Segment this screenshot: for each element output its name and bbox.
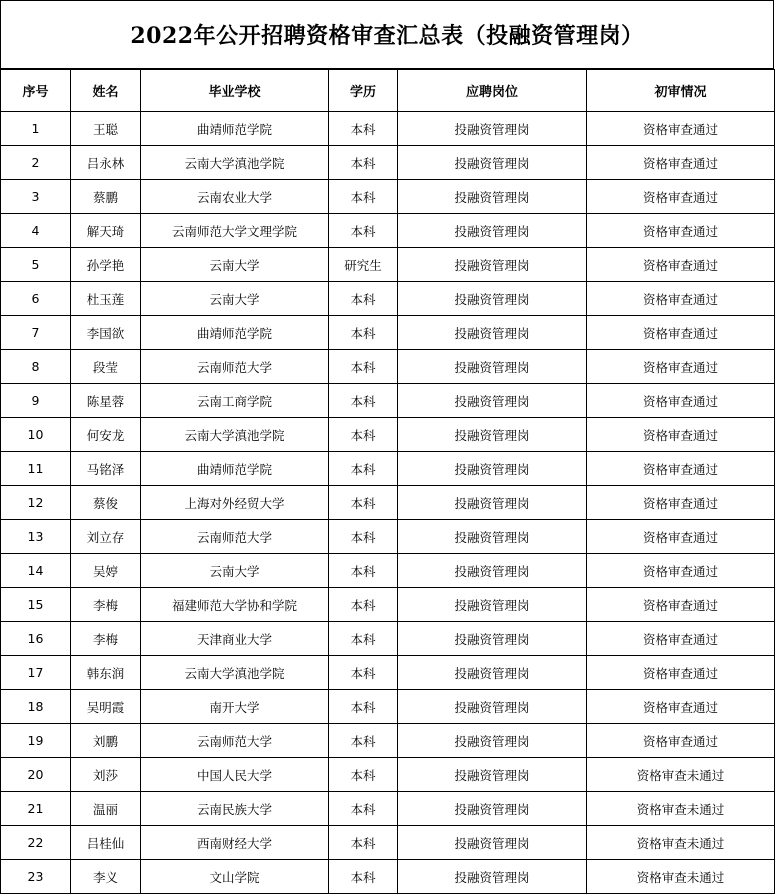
cell-school: 云南师范大学 <box>141 520 329 554</box>
cell-no: 2 <box>1 146 71 180</box>
cell-no: 12 <box>1 486 71 520</box>
cell-degree: 本科 <box>329 792 398 826</box>
cell-degree: 本科 <box>329 656 398 690</box>
header-position: 应聘岗位 <box>398 70 587 112</box>
header-school: 毕业学校 <box>141 70 329 112</box>
cell-no: 7 <box>1 316 71 350</box>
cell-name: 李梅 <box>71 622 141 656</box>
cell-degree: 本科 <box>329 588 398 622</box>
cell-name: 刘立存 <box>71 520 141 554</box>
cell-degree: 本科 <box>329 860 398 894</box>
cell-degree: 本科 <box>329 690 398 724</box>
cell-degree: 本科 <box>329 724 398 758</box>
cell-no: 19 <box>1 724 71 758</box>
cell-position: 投融资管理岗 <box>398 656 587 690</box>
cell-result: 资格审查通过 <box>587 486 775 520</box>
table-body <box>1 112 775 894</box>
cell-school: 云南大学滇池学院 <box>141 146 329 180</box>
table-row <box>1 520 775 554</box>
cell-name: 解天琦 <box>71 214 141 248</box>
table-row <box>1 418 775 452</box>
cell-name: 段莹 <box>71 350 141 384</box>
cell-name: 王聪 <box>71 112 141 146</box>
cell-result: 资格审查通过 <box>587 520 775 554</box>
cell-degree: 研究生 <box>329 248 398 282</box>
cell-school: 云南大学 <box>141 282 329 316</box>
cell-result: 资格审查未通过 <box>587 860 775 894</box>
cell-degree: 本科 <box>329 180 398 214</box>
cell-position: 投融资管理岗 <box>398 452 587 486</box>
cell-position: 投融资管理岗 <box>398 690 587 724</box>
cell-school: 云南大学滇池学院 <box>141 418 329 452</box>
cell-school: 曲靖师范学院 <box>141 452 329 486</box>
cell-name: 蔡俊 <box>71 486 141 520</box>
cell-name: 马铭泽 <box>71 452 141 486</box>
header-name: 姓名 <box>71 70 141 112</box>
table-row <box>1 350 775 384</box>
cell-no: 5 <box>1 248 71 282</box>
cell-name: 杜玉莲 <box>71 282 141 316</box>
cell-school: 云南师范大学 <box>141 724 329 758</box>
cell-no: 9 <box>1 384 71 418</box>
cell-position: 投融资管理岗 <box>398 350 587 384</box>
cell-name: 李义 <box>71 860 141 894</box>
cell-name: 孙学艳 <box>71 248 141 282</box>
header-degree: 学历 <box>329 70 398 112</box>
cell-degree: 本科 <box>329 418 398 452</box>
cell-school: 云南大学 <box>141 554 329 588</box>
cell-position: 投融资管理岗 <box>398 112 587 146</box>
cell-result: 资格审查通过 <box>587 452 775 486</box>
cell-degree: 本科 <box>329 826 398 860</box>
cell-no: 6 <box>1 282 71 316</box>
cell-position: 投融资管理岗 <box>398 792 587 826</box>
cell-degree: 本科 <box>329 520 398 554</box>
cell-result: 资格审查未通过 <box>587 758 775 792</box>
cell-school: 云南大学 <box>141 248 329 282</box>
cell-school: 文山学院 <box>141 860 329 894</box>
cell-result: 资格审查通过 <box>587 690 775 724</box>
cell-degree: 本科 <box>329 282 398 316</box>
cell-name: 陈星蓉 <box>71 384 141 418</box>
table-row <box>1 316 775 350</box>
table-row <box>1 248 775 282</box>
cell-position: 投融资管理岗 <box>398 588 587 622</box>
table-title: 2022年公开招聘资格审查汇总表（投融资管理岗） <box>0 0 774 69</box>
cell-school: 上海对外经贸大学 <box>141 486 329 520</box>
cell-result: 资格审查未通过 <box>587 792 775 826</box>
cell-degree: 本科 <box>329 758 398 792</box>
cell-degree: 本科 <box>329 350 398 384</box>
cell-result: 资格审查通过 <box>587 350 775 384</box>
cell-result: 资格审查通过 <box>587 554 775 588</box>
cell-degree: 本科 <box>329 112 398 146</box>
cell-degree: 本科 <box>329 146 398 180</box>
cell-no: 8 <box>1 350 71 384</box>
table-row <box>1 146 775 180</box>
cell-degree: 本科 <box>329 214 398 248</box>
cell-result: 资格审查通过 <box>587 316 775 350</box>
cell-position: 投融资管理岗 <box>398 180 587 214</box>
table-row <box>1 384 775 418</box>
cell-result: 资格审查通过 <box>587 146 775 180</box>
cell-result: 资格审查通过 <box>587 112 775 146</box>
cell-position: 投融资管理岗 <box>398 554 587 588</box>
cell-result: 资格审查通过 <box>587 656 775 690</box>
header-result: 初审情况 <box>587 70 775 112</box>
cell-degree: 本科 <box>329 554 398 588</box>
table-row <box>1 452 775 486</box>
cell-no: 10 <box>1 418 71 452</box>
cell-position: 投融资管理岗 <box>398 282 587 316</box>
cell-no: 21 <box>1 792 71 826</box>
cell-school: 南开大学 <box>141 690 329 724</box>
table-row <box>1 486 775 520</box>
cell-name: 刘鹏 <box>71 724 141 758</box>
cell-school: 云南民族大学 <box>141 792 329 826</box>
cell-school: 云南师范大学文理学院 <box>141 214 329 248</box>
table-row <box>1 758 775 792</box>
cell-position: 投融资管理岗 <box>398 622 587 656</box>
table-row <box>1 554 775 588</box>
cell-result: 资格审查未通过 <box>587 826 775 860</box>
cell-school: 天津商业大学 <box>141 622 329 656</box>
cell-position: 投融资管理岗 <box>398 520 587 554</box>
cell-position: 投融资管理岗 <box>398 724 587 758</box>
cell-name: 吕桂仙 <box>71 826 141 860</box>
cell-no: 3 <box>1 180 71 214</box>
cell-position: 投融资管理岗 <box>398 146 587 180</box>
cell-no: 4 <box>1 214 71 248</box>
cell-name: 韩东润 <box>71 656 141 690</box>
cell-no: 17 <box>1 656 71 690</box>
table-row <box>1 112 775 146</box>
cell-school: 西南财经大学 <box>141 826 329 860</box>
cell-school: 云南师范大学 <box>141 350 329 384</box>
cell-no: 22 <box>1 826 71 860</box>
cell-position: 投融资管理岗 <box>398 418 587 452</box>
cell-name: 吕永林 <box>71 146 141 180</box>
cell-position: 投融资管理岗 <box>398 758 587 792</box>
cell-position: 投融资管理岗 <box>398 860 587 894</box>
cell-school: 曲靖师范学院 <box>141 316 329 350</box>
cell-school: 云南工商学院 <box>141 384 329 418</box>
cell-school: 云南农业大学 <box>141 180 329 214</box>
cell-name: 刘莎 <box>71 758 141 792</box>
cell-result: 资格审查通过 <box>587 384 775 418</box>
header-no: 序号 <box>1 70 71 112</box>
cell-position: 投融资管理岗 <box>398 248 587 282</box>
table-row <box>1 214 775 248</box>
cell-school: 中国人民大学 <box>141 758 329 792</box>
cell-no: 16 <box>1 622 71 656</box>
table-row <box>1 792 775 826</box>
cell-result: 资格审查通过 <box>587 214 775 248</box>
cell-result: 资格审查通过 <box>587 248 775 282</box>
cell-position: 投融资管理岗 <box>398 486 587 520</box>
cell-position: 投融资管理岗 <box>398 316 587 350</box>
cell-result: 资格审查通过 <box>587 418 775 452</box>
cell-result: 资格审查通过 <box>587 282 775 316</box>
cell-position: 投融资管理岗 <box>398 826 587 860</box>
cell-degree: 本科 <box>329 452 398 486</box>
cell-no: 14 <box>1 554 71 588</box>
cell-name: 何安龙 <box>71 418 141 452</box>
cell-name: 吴婷 <box>71 554 141 588</box>
cell-name: 李国欲 <box>71 316 141 350</box>
cell-position: 投融资管理岗 <box>398 214 587 248</box>
review-table <box>0 69 775 894</box>
table-row <box>1 656 775 690</box>
table-row <box>1 690 775 724</box>
table-row <box>1 826 775 860</box>
cell-degree: 本科 <box>329 316 398 350</box>
cell-degree: 本科 <box>329 622 398 656</box>
table-row <box>1 622 775 656</box>
cell-no: 20 <box>1 758 71 792</box>
cell-school: 曲靖师范学院 <box>141 112 329 146</box>
cell-school: 福建师范大学协和学院 <box>141 588 329 622</box>
cell-name: 吴明霞 <box>71 690 141 724</box>
cell-degree: 本科 <box>329 486 398 520</box>
cell-position: 投融资管理岗 <box>398 384 587 418</box>
cell-degree: 本科 <box>329 384 398 418</box>
cell-no: 1 <box>1 112 71 146</box>
cell-name: 蔡鹏 <box>71 180 141 214</box>
cell-no: 15 <box>1 588 71 622</box>
cell-name: 李梅 <box>71 588 141 622</box>
cell-school: 云南大学滇池学院 <box>141 656 329 690</box>
table-row <box>1 860 775 894</box>
cell-no: 23 <box>1 860 71 894</box>
cell-result: 资格审查通过 <box>587 724 775 758</box>
header-row <box>1 70 775 112</box>
table-row <box>1 180 775 214</box>
cell-result: 资格审查通过 <box>587 588 775 622</box>
cell-result: 资格审查通过 <box>587 622 775 656</box>
cell-no: 18 <box>1 690 71 724</box>
cell-no: 13 <box>1 520 71 554</box>
cell-name: 温丽 <box>71 792 141 826</box>
cell-no: 11 <box>1 452 71 486</box>
cell-result: 资格审查通过 <box>587 180 775 214</box>
table-row <box>1 282 775 316</box>
table-row <box>1 588 775 622</box>
table-row <box>1 724 775 758</box>
